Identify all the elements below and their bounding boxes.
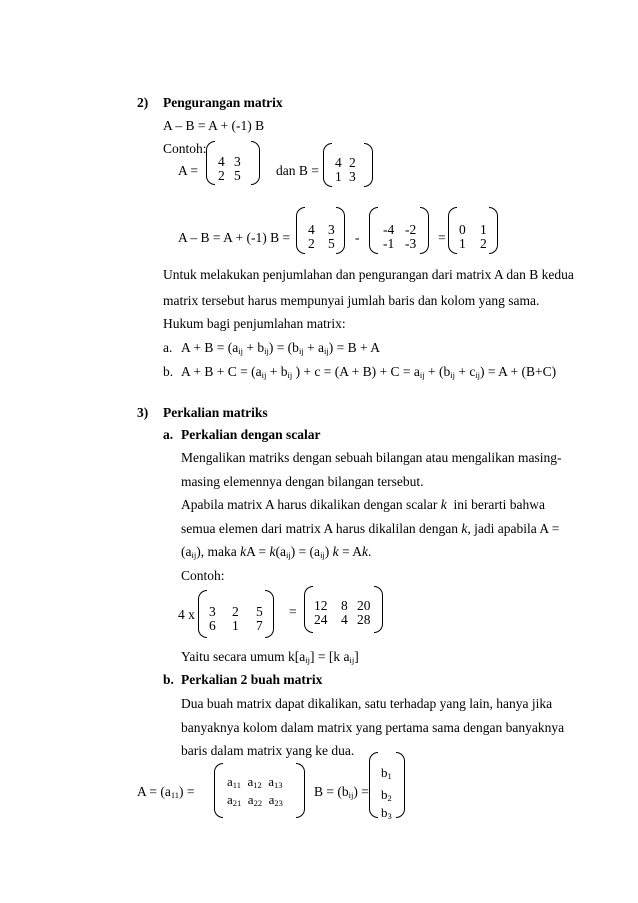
matrix-cell: 5 <box>256 604 263 619</box>
matrix-cell: 4 <box>335 155 342 170</box>
calc-m2-right-bracket <box>420 207 429 254</box>
matrix-cell: 1 <box>232 618 239 634</box>
scalar-line-2: masing elemennya dengan bilangan tersebut. <box>181 474 424 489</box>
scalar-equals-sign: = <box>289 604 297 619</box>
matrix-cell: 5 <box>234 168 241 184</box>
matrix-a-right-bracket <box>251 141 260 185</box>
calc-m3-right-bracket <box>489 207 498 254</box>
matrix-cell: -3 <box>405 236 417 252</box>
calc-matrix-2 <box>383 223 425 251</box>
matrix-cell: 20 <box>357 598 371 613</box>
scalar-line-1: Mengalikan matriks dengan sebuah bilangan atau mengalikan masing- <box>181 450 562 465</box>
calc-label: A – B = A + (-1) B = <box>178 230 291 245</box>
multiply-line-1: Dua buah matrix dapat dikalikan, satu terhadap yang lain, hanya jika <box>181 696 553 711</box>
matrix-cell: 7 <box>256 618 263 634</box>
mult-m2-right-bracket <box>374 586 383 633</box>
matrix-cell: 0 <box>459 222 466 237</box>
sub-b-label: b. <box>163 672 174 687</box>
scalar-example-label: Contoh: <box>181 568 225 583</box>
general-b-row-2: $b_2$ <box>381 787 392 803</box>
general-a-left-bracket <box>214 763 223 818</box>
matrix-cell: 1 <box>335 169 342 185</box>
minus-sign: - <box>355 230 360 245</box>
matrix-cell: 2 <box>349 155 356 170</box>
general-b-left-bracket <box>369 752 378 818</box>
calc-m1-right-bracket <box>336 207 345 254</box>
matrix-cell: 2 <box>308 236 315 252</box>
general-b-row-3: $b_3$ <box>381 805 392 821</box>
matrix-cell: 4 <box>308 222 315 237</box>
scalar-line-3: Apabila matrix A harus dikalikan dengan scalar k ini berarti bahwa <box>181 497 546 512</box>
paragraph-line-1: Untuk melakukan penjumlahan dan pengurangan dari matrix A dan B kedua <box>163 267 574 282</box>
law-a-label: a. <box>163 340 173 355</box>
law-a-formula: $A + B = (a_{ij} + b_{ij}) = (b_{ij} + a_{ij}) = B + A$ <box>181 340 380 356</box>
matrix-cell: 24 <box>314 612 328 628</box>
matrix-cell: -2 <box>405 222 417 237</box>
general-a-right-bracket <box>296 763 305 818</box>
paragraph-line-2: matrix tersebut harus mempunyai jumlah baris dan kolom yang sama. <box>163 293 540 308</box>
matrix-a-left-bracket <box>206 141 215 185</box>
matrix-cell: 3 <box>328 222 335 237</box>
matrix-b-right-bracket <box>364 143 373 187</box>
matrix-cell: 12 <box>314 598 328 613</box>
matrix-a-label: A = <box>178 163 198 178</box>
addition-law-heading: Hukum bagi penjumlahan matrix: <box>163 316 346 331</box>
scalar-result-matrix <box>314 599 379 627</box>
section-2-title: Pengurangan matrix <box>163 95 283 110</box>
matrix-cell: 5 <box>328 236 335 252</box>
general-a-row-2: $a_{21}$ $a_{22}$ $a_{23}$ <box>227 792 283 808</box>
section-2-number: 2) <box>137 95 149 110</box>
scalar-matrix <box>209 605 270 633</box>
general-a-row-1: $a_{11}$ $a_{12}$ $a_{13}$ <box>227 774 283 790</box>
matrix-cell: 3 <box>209 604 216 619</box>
section-3-title: Perkalian matriks <box>163 405 268 420</box>
matrix-a-definition: $A = (a_{11})$ = <box>137 784 195 800</box>
scalar-line-4: semua elemen dari matrix A harus dikalilan dengan k, jadi apabila A = <box>181 521 560 536</box>
matrix-cell: 4 <box>218 154 225 169</box>
multiply-line-2: banyaknya kolom dalam matrix yang pertama sama dengan banyaknya <box>181 720 565 735</box>
matrix-cell: 28 <box>357 612 371 628</box>
general-b-right-bracket <box>396 752 405 818</box>
matrix-cell: 4 <box>341 612 348 628</box>
sub-a-label: a. <box>163 427 174 442</box>
scalar-line-5: $(a_{ij})$, maka kA = $k(a_{ij}) = (a_{ij}) k = Ak$. <box>181 544 372 560</box>
mult-m1-right-bracket <box>265 590 274 638</box>
section-3-number: 3) <box>137 405 149 420</box>
matrix-b-label: dan B = <box>276 163 319 178</box>
matrix-cell: -1 <box>383 236 395 252</box>
matrix-cell: 1 <box>480 222 487 237</box>
matrix-cell: 1 <box>459 236 466 252</box>
matrix-cell: 2 <box>480 236 487 252</box>
multiply-line-3: baris dalam matrix yang ke dua. <box>181 743 355 758</box>
sub-a-title: Perkalian dengan scalar <box>181 427 321 442</box>
mult-m1-left-bracket <box>198 590 207 638</box>
calc-m3-left-bracket <box>448 207 457 254</box>
calc-matrix-3 <box>459 223 492 251</box>
matrix-cell: -4 <box>383 222 395 237</box>
equals-sign: = <box>438 230 446 245</box>
law-b-label: b. <box>163 364 174 379</box>
matrix-b <box>335 156 363 184</box>
law-b-formula: $A + B + C = (a_{ij} + b_{ij}$ ) + $c = (A + B) + C = a_{ij} + (b_{ij} + c_{ij}) = A + (B+C)$ <box>181 364 557 380</box>
matrix-cell: 3 <box>349 169 356 185</box>
matrix-cell: 8 <box>341 598 348 613</box>
matrix-b-left-bracket <box>323 143 332 187</box>
scalar-multiplier: 4 x <box>178 607 195 622</box>
example-label: Contoh: <box>163 141 207 156</box>
general-form: Yaitu secara umum $k[a_{ij}] = [k$ $a_{ij}$] <box>181 649 359 665</box>
calc-m2-left-bracket <box>369 207 378 254</box>
matrix-cell: 3 <box>234 154 241 169</box>
mult-m2-left-bracket <box>304 586 313 633</box>
sub-b-title: Perkalian 2 buah matrix <box>181 672 323 687</box>
subtraction-formula: A – B = A + (-1) B <box>163 118 265 133</box>
matrix-cell: 6 <box>209 618 216 634</box>
matrix-b-definition: $B = (b_{ij})$ = <box>314 784 369 800</box>
matrix-cell: 2 <box>218 168 225 184</box>
general-b-row-1: $b_1$ <box>381 765 392 781</box>
calc-m1-left-bracket <box>296 207 305 254</box>
matrix-cell: 2 <box>232 604 239 619</box>
matrix-a <box>218 155 250 183</box>
